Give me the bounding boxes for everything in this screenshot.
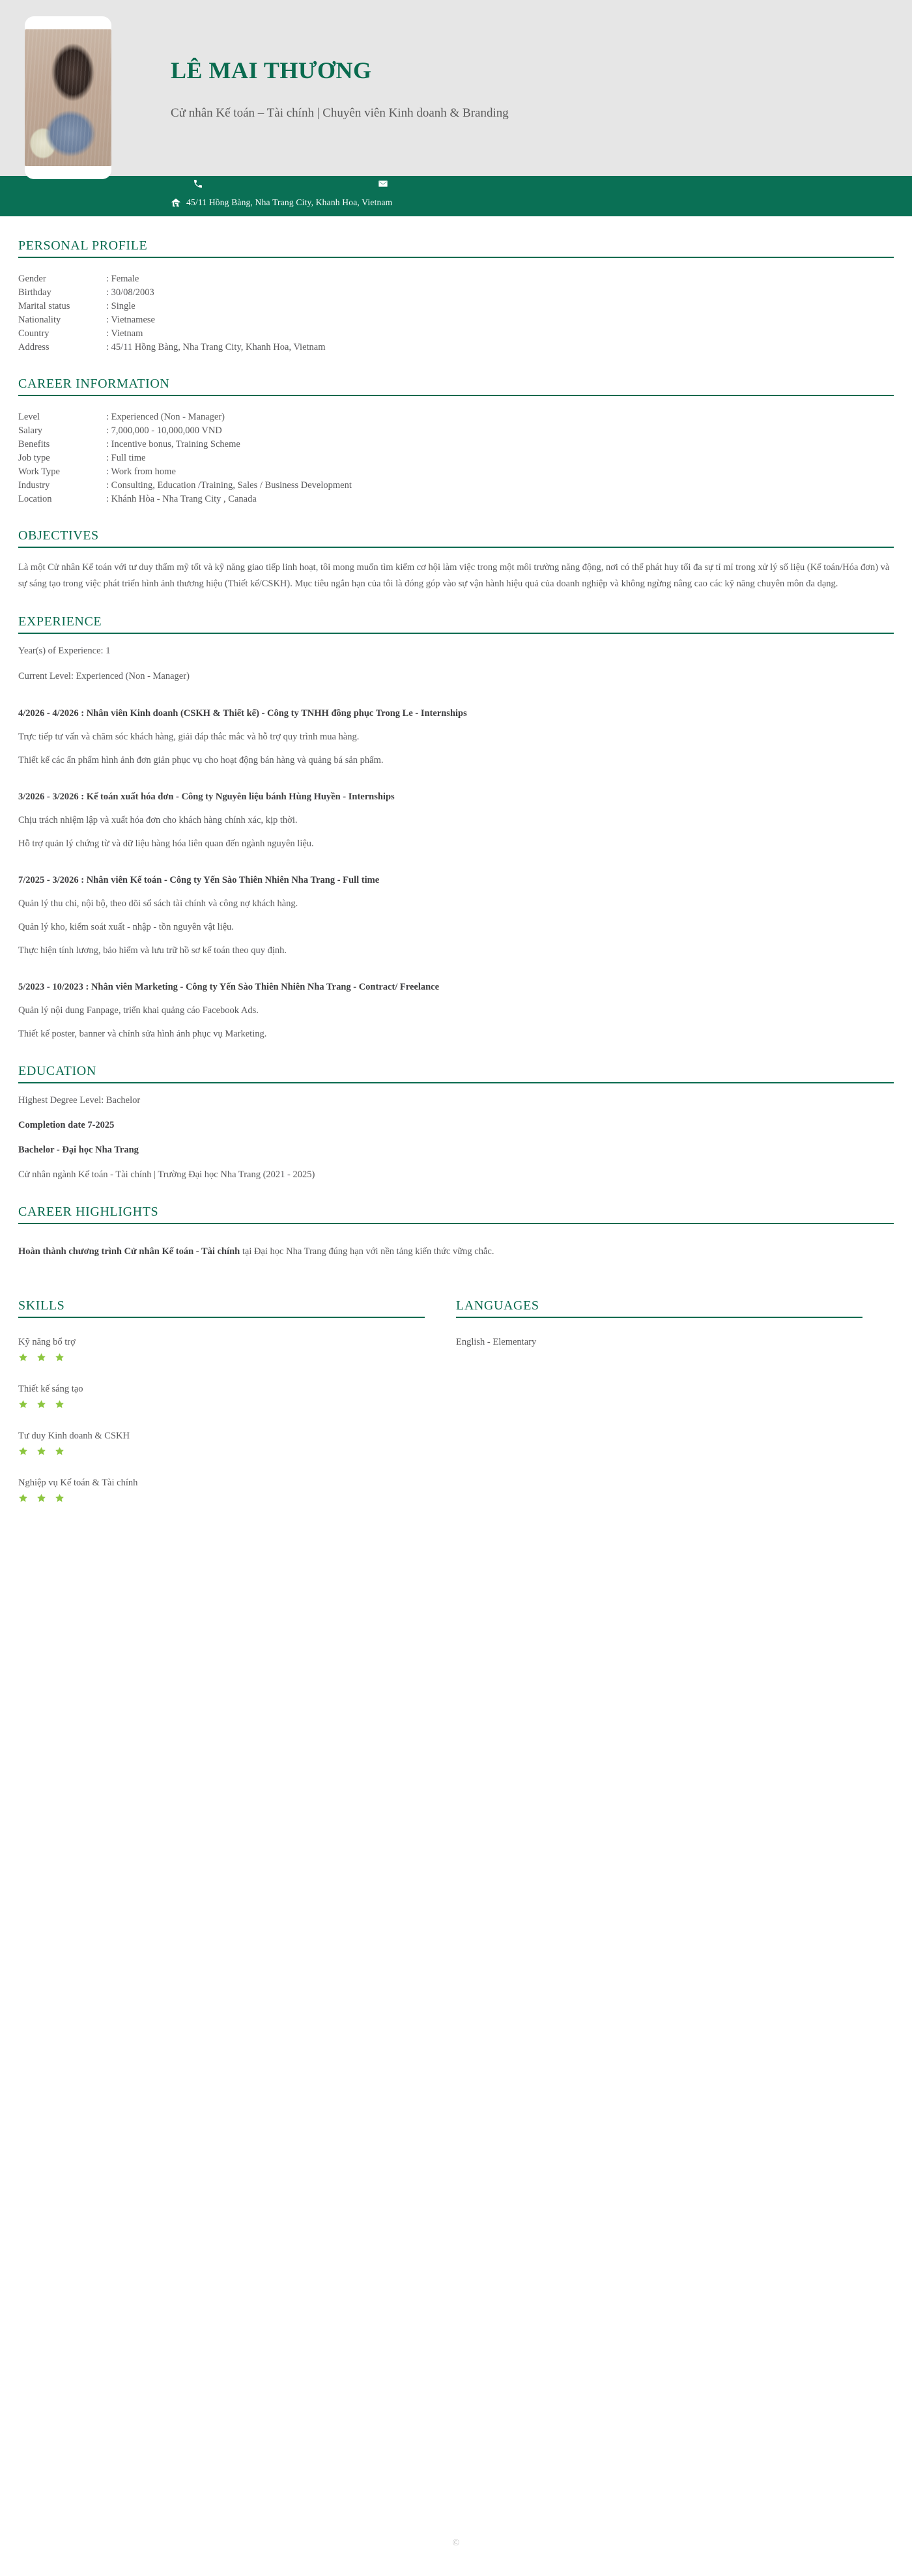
skill-name: Thiết kế sáng tạo	[18, 1384, 83, 1394]
section-objectives	[18, 506, 894, 592]
row-key: Country	[18, 328, 50, 339]
row-value: : Single	[106, 301, 135, 311]
job-bullet: Quản lý nội dung Fanpage, triển khai quảng cáo Facebook Ads.	[18, 1005, 259, 1016]
row-key: Marital status	[18, 301, 70, 311]
degree-detail: Cử nhân ngành Kế toán - Tài chính | Trường Đại học Nha Trang (2021 - 2025)	[18, 1169, 315, 1180]
job-bullet: Hỗ trợ quản lý chứng từ và dữ liệu hàng hóa liên quan đến ngành nguyên liệu.	[18, 838, 314, 849]
objectives-text: Là một Cử nhân Kế toán với tư duy thẩm mỹ tốt và kỹ năng giao tiếp linh hoạt, tôi mong muốn tìm kiếm cơ hội làm việc trong một môi trường năng động, nơi có thể phát huy tối đa sự tỉ mỉ trong xử lý số liệu (Kế toán/Hóa đơn) và sự sáng tạo trong việc phát triển hình ảnh thương hiệu (Thiết kế/CSKH). Mục tiêu ngắn hạn của tôi là đóng góp vào sự vận hành hiệu quả của doanh nghiệp và không ngừng nâng cao các kỹ năng chuyên môn đa dạng.	[18, 562, 890, 589]
star-icon	[18, 1399, 28, 1409]
profile-photo-frame	[25, 16, 111, 179]
list-item: English - Elementary	[456, 1337, 537, 1347]
job-heading: 3/2026 - 3/2026 : Kế toán xuất hóa đơn - Công ty Nguyên liệu bánh Hùng Huyền - Internships	[18, 792, 395, 802]
list-item	[18, 1365, 425, 1412]
degree-title: Bachelor - Đại học Nha Trang	[18, 1145, 139, 1155]
skill-rating	[18, 1349, 425, 1365]
row-value: : 30/08/2003	[106, 287, 154, 298]
row-value: : Experienced (Non - Manager)	[106, 412, 225, 422]
table-row	[18, 479, 894, 493]
cv-body	[0, 216, 912, 1506]
section-personal-profile	[18, 216, 894, 354]
section-title-skills: SKILLS	[18, 1298, 65, 1313]
star-icon	[55, 1493, 64, 1503]
star-icon	[18, 1493, 28, 1503]
section-title-career-highlights: CAREER HIGHLIGHTS	[18, 1205, 159, 1219]
cv-header	[0, 0, 912, 176]
footer-copyright: ©	[452, 2538, 460, 2548]
page-title: LÊ MAI THƯƠNG	[171, 57, 372, 83]
table-row	[18, 465, 894, 479]
table-row	[18, 327, 894, 341]
table-row	[18, 424, 894, 438]
skill-rating	[18, 1396, 425, 1412]
job-heading: 5/2023 - 10/2023 : Nhân viên Marketing - Công ty Yến Sào Thiên Nhiên Nha Trang - Contract/ Freelance	[18, 982, 440, 992]
section-title-career-information: CAREER INFORMATION	[18, 377, 170, 391]
row-key: Nationality	[18, 315, 61, 325]
table-row	[18, 341, 894, 354]
job-heading: 4/2026 - 4/2026 : Nhân viên Kinh doanh (CSKH & Thiết kế) - Công ty TNHH đồng phục Trong Le - Internships	[18, 708, 467, 719]
contact-address	[171, 197, 392, 208]
skill-rating	[18, 1443, 425, 1459]
contact-phone[interactable]	[193, 179, 287, 189]
row-key: Birthday	[18, 287, 51, 298]
phone-icon	[193, 179, 203, 189]
contact-email-value	[393, 180, 472, 188]
skill-rating	[18, 1490, 425, 1506]
header-subtitle: Cử nhân Kế toán – Tài chính | Chuyên viên Kinh doanh & Branding	[171, 106, 509, 121]
home-icon	[171, 197, 181, 208]
section-title-objectives: OBJECTIVES	[18, 528, 99, 543]
star-icon	[55, 1399, 64, 1409]
star-icon	[55, 1352, 64, 1362]
job-bullet: Thiết kế poster, banner và chỉnh sửa hình ảnh phục vụ Marketing.	[18, 1029, 267, 1039]
row-key: Location	[18, 494, 52, 504]
star-icon	[55, 1446, 64, 1456]
row-value: : Khánh Hòa - Nha Trang City , Canada	[106, 494, 257, 504]
table-row	[18, 313, 894, 327]
section-experience	[18, 592, 894, 1042]
skills-languages-row	[18, 1259, 894, 1506]
star-icon	[18, 1352, 28, 1362]
skill-name: Tư duy Kinh doanh & CSKH	[18, 1431, 130, 1441]
table-row	[18, 272, 894, 286]
profile-photo	[25, 29, 111, 166]
job-bullet: Thực hiện tính lương, bảo hiểm và lưu trữ hồ sơ kế toán theo quy định.	[18, 945, 287, 956]
highest-degree-level: Highest Degree Level: Bachelor	[18, 1095, 141, 1106]
completion-date: Completion date 7-2025	[18, 1120, 115, 1130]
row-value: : Full time	[106, 453, 146, 463]
table-row	[18, 451, 894, 465]
list-item	[18, 768, 894, 852]
star-icon	[36, 1352, 46, 1362]
row-value: : Vietnam	[106, 328, 143, 339]
table-row	[18, 410, 894, 424]
row-key: Benefits	[18, 439, 50, 450]
row-key: Level	[18, 412, 40, 422]
job-bullet: Chịu trách nhiệm lập và xuất hóa đơn cho khách hàng chính xác, kịp thời.	[18, 815, 298, 825]
contact-email[interactable]	[378, 179, 472, 189]
envelope-icon	[378, 179, 388, 189]
skill-name: Kỹ năng bổ trợ	[18, 1337, 76, 1347]
list-item	[18, 1318, 425, 1365]
section-title-education: EDUCATION	[18, 1064, 96, 1078]
list-item	[18, 685, 894, 768]
row-key: Industry	[18, 480, 50, 491]
career-highlight-bold: Hoàn thành chương trình Cử nhân Kế toán - Tài chính	[18, 1246, 240, 1257]
section-skills	[18, 1298, 456, 1506]
row-value: : Incentive bonus, Training Scheme	[106, 439, 240, 450]
personal-profile-list	[18, 258, 894, 354]
years-of-experience: Year(s) of Experience: 1	[18, 646, 111, 656]
section-education	[18, 1042, 894, 1182]
row-key: Address	[18, 342, 50, 352]
row-value: : Work from home	[106, 466, 176, 477]
list-item	[18, 1459, 425, 1506]
table-row	[18, 438, 894, 451]
table-row	[18, 286, 894, 300]
list-item	[18, 958, 894, 1042]
job-bullet: Trực tiếp tư vấn và chăm sóc khách hàng, giải đáp thắc mắc và hỗ trợ quy trình mua hàng.	[18, 732, 360, 742]
contact-address-value: 45/11 Hồng Bàng, Nha Trang City, Khanh Hoa, Vietnam	[186, 197, 393, 207]
row-value: : Consulting, Education /Training, Sales / Business Development	[106, 480, 352, 491]
section-title-experience: EXPERIENCE	[18, 614, 102, 629]
list-item	[18, 1412, 425, 1459]
job-bullet: Quản lý thu chi, nội bộ, theo dõi sổ sách tài chính và công nợ khách hàng.	[18, 898, 298, 909]
section-title-languages: LANGUAGES	[456, 1298, 539, 1313]
row-key: Work Type	[18, 466, 60, 477]
job-bullet: Thiết kế các ấn phẩm hình ảnh đơn giản phục vụ cho hoạt động bán hàng và quảng bá sản phẩm.	[18, 755, 384, 766]
row-value: : Vietnamese	[106, 315, 155, 325]
row-key: Job type	[18, 453, 50, 463]
career-highlight-rest: tại Đại học Nha Trang đúng hạn với nền tảng kiến thức vững chắc.	[240, 1246, 494, 1257]
skill-name: Nghiệp vụ Kế toán & Tài chính	[18, 1478, 138, 1488]
table-row	[18, 493, 894, 506]
section-career-information	[18, 354, 894, 506]
contact-bar	[0, 176, 912, 216]
row-value: : Female	[106, 274, 139, 284]
career-information-list	[18, 396, 894, 506]
header-text-block	[171, 0, 887, 121]
row-value: : 7,000,000 - 10,000,000 VND	[106, 425, 222, 436]
star-icon	[36, 1493, 46, 1503]
star-icon	[36, 1446, 46, 1456]
star-icon	[36, 1399, 46, 1409]
section-title-personal-profile: PERSONAL PROFILE	[18, 238, 148, 253]
career-highlight-item	[18, 1224, 894, 1259]
section-career-highlights	[18, 1182, 894, 1259]
job-bullet: Quản lý kho, kiểm soát xuất - nhập - tồn nguyên vật liệu.	[18, 922, 235, 932]
contact-phone-value	[208, 180, 287, 188]
row-value: : 45/11 Hồng Bàng, Nha Trang City, Khanh Hoa, Vietnam	[106, 342, 326, 352]
section-languages	[456, 1298, 894, 1506]
job-heading: 7/2025 - 3/2026 : Nhân viên Kế toán - Công ty Yến Sào Thiên Nhiên Nha Trang - Full time	[18, 875, 380, 885]
list-item	[18, 852, 894, 958]
star-icon	[18, 1446, 28, 1456]
table-row	[18, 300, 894, 313]
row-key: Salary	[18, 425, 43, 436]
row-key: Gender	[18, 274, 46, 284]
current-level: Current Level: Experienced (Non - Manager)	[18, 671, 190, 681]
